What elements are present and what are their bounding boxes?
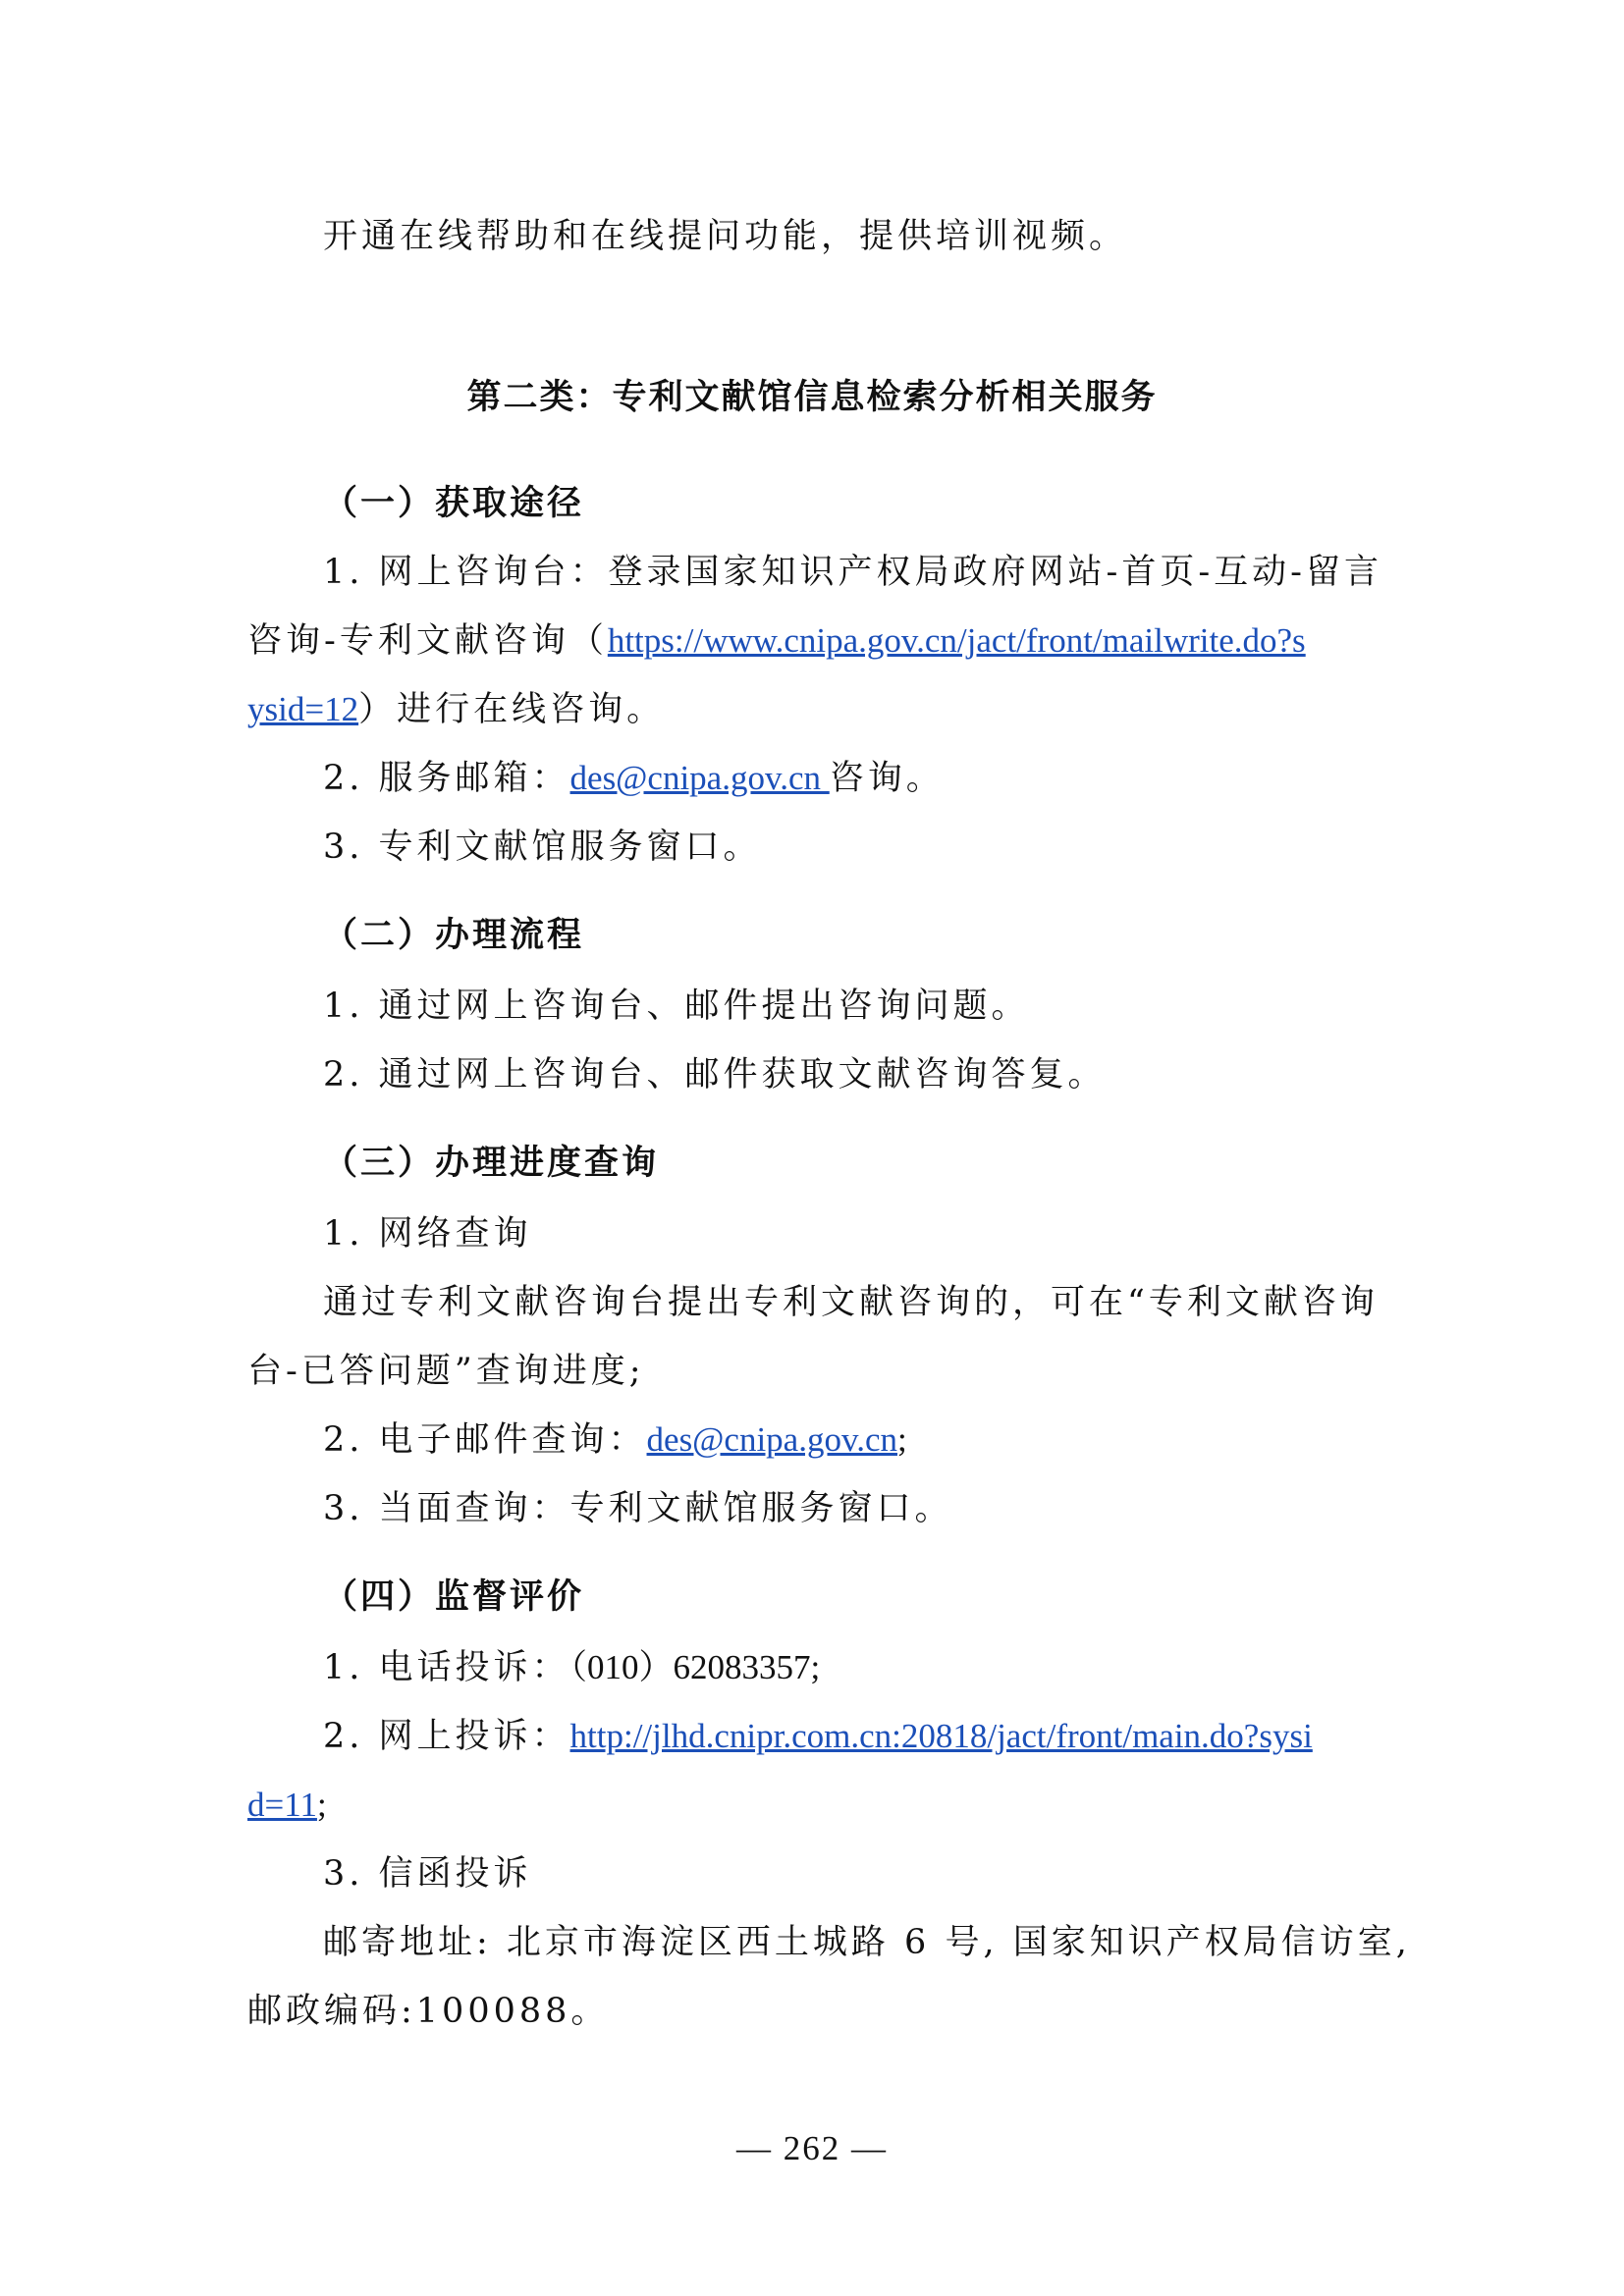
heading-progress-query: （三）办理进度查询: [323, 1143, 660, 1183]
supervision-item-2-line-1: [323, 1702, 1313, 1771]
progress-item-1: 1. 网络查询: [323, 1214, 532, 1254]
progress-item-2: [323, 1406, 907, 1474]
consult-url-link-continued[interactable]: ysid=12: [247, 690, 359, 728]
progress-paragraph-line-1: 通过专利文献咨询台提出专利文献咨询的，可在“专利文献咨询: [323, 1283, 1379, 1322]
progress-paragraph-line-2: 台-已答问题”查询进度;: [247, 1352, 645, 1391]
supervision-item-1-prefix: 1. 电话投诉：: [323, 1648, 570, 1687]
access-item-3: 3. 专利文献馆服务窗口。: [323, 828, 762, 867]
access-item-1-suffix: ）进行在线咨询。: [358, 690, 666, 729]
supervision-item-2-prefix: 2. 网上投诉：: [323, 1717, 570, 1756]
service-email-link[interactable]: des@cnipa.gov.cn: [569, 759, 830, 797]
page-number: — 262 —: [736, 2129, 888, 2167]
progress-email-link[interactable]: des@cnipa.gov.cn: [646, 1420, 897, 1459]
access-item-2: [323, 744, 945, 813]
supervision-item-1: [323, 1633, 820, 1702]
access-item-2-suffix: 咨询。: [829, 759, 945, 798]
supervision-item-2-suffix: ;: [316, 1786, 327, 1824]
supervision-item-3: 3. 信函投诉: [323, 1854, 532, 1894]
complaint-phone: （010）62083357;: [569, 1648, 821, 1686]
progress-item-2-suffix: ;: [896, 1420, 907, 1459]
mailing-address-line-2: 邮政编码:100088。: [247, 1992, 610, 2031]
procedure-item-2: 2. 通过网上咨询台、邮件获取文献咨询答复。: [323, 1055, 1107, 1095]
heading-access-channels: （一）获取途径: [323, 483, 585, 523]
intro-line: 开通在线帮助和在线提问功能，提供培训视频。: [323, 217, 1128, 256]
consult-url-link[interactable]: https://www.cnipa.gov.cn/jact/front/mailwrite.do?s: [607, 621, 1306, 660]
progress-item-2-prefix: 2. 电子邮件查询：: [323, 1420, 647, 1460]
complaint-url-link-continued[interactable]: d=11: [247, 1786, 317, 1824]
access-item-1-prefix: 咨询-专利文献咨询（: [247, 621, 608, 661]
section-title: 第二类：专利文献馆信息检索分析相关服务: [466, 378, 1158, 417]
complaint-url-link[interactable]: http://jlhd.cnipr.com.cn:20818/jact/front/main.do?sysi: [569, 1717, 1313, 1755]
heading-procedure: （二）办理流程: [323, 915, 585, 955]
progress-item-3: 3. 当面查询：专利文献馆服务窗口。: [323, 1489, 953, 1528]
procedure-item-1: 1. 通过网上咨询台、邮件提出咨询问题。: [323, 987, 1030, 1026]
access-item-1-line-2: [247, 607, 1306, 675]
supervision-item-2-line-2: [247, 1771, 327, 1840]
access-item-2-prefix: 2. 服务邮箱：: [323, 759, 570, 798]
access-item-1-line-3: [247, 675, 665, 744]
access-item-1-line-1: 1. 网上咨询台：登录国家知识产权局政府网站-首页-互动-留言: [323, 553, 1382, 592]
heading-supervision: （四）监督评价: [323, 1576, 585, 1617]
mailing-address-line-1: 邮寄地址: 北京市海淀区西土城路 6 号, 国家知识产权局信访室,: [323, 1923, 1411, 1962]
